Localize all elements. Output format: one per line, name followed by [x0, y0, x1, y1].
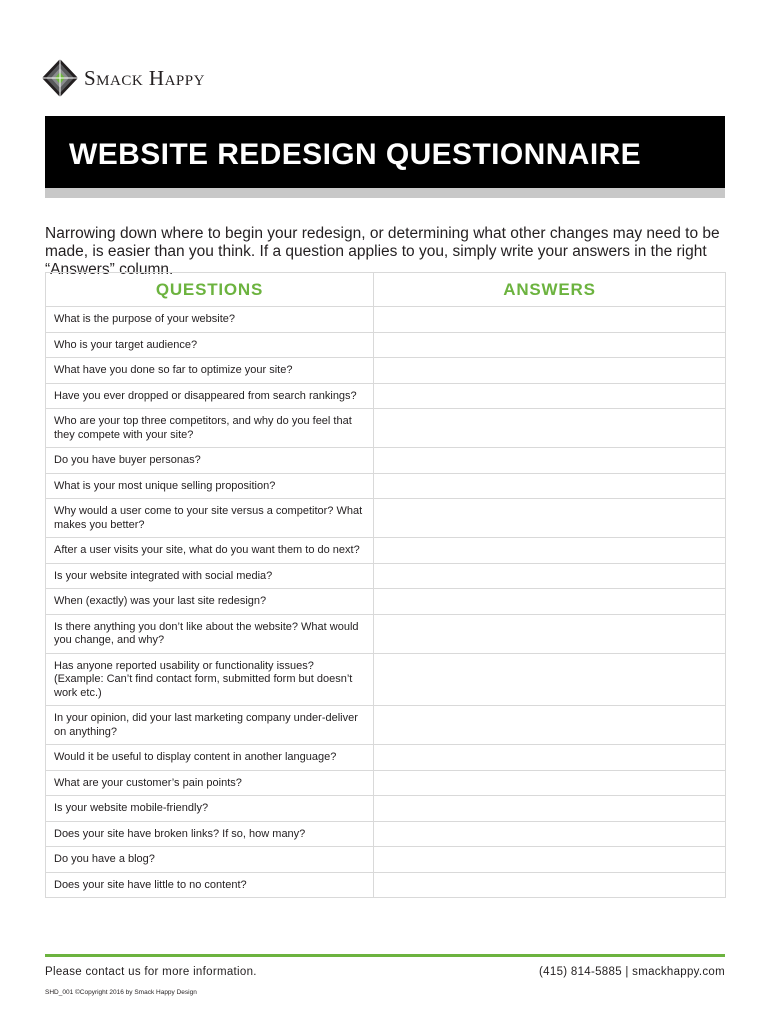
table-row	[46, 307, 726, 333]
answer-cell[interactable]	[374, 383, 726, 409]
answer-cell[interactable]	[374, 847, 726, 873]
footer-phone-website: (415) 814-5885 | smackhappy.com	[539, 966, 725, 978]
answer-cell[interactable]	[374, 563, 726, 589]
question-cell: What have you done so far to optimize your site?	[46, 358, 374, 384]
table-row	[46, 770, 726, 796]
table-row	[46, 653, 726, 706]
table-row	[46, 499, 726, 538]
answers-header: ANSWERS	[374, 273, 726, 307]
table-row	[46, 847, 726, 873]
table-row	[46, 589, 726, 615]
answer-cell[interactable]	[374, 409, 726, 448]
question-cell: Is your website mobile-friendly?	[46, 796, 374, 822]
question-cell: In your opinion, did your last marketing company under-deliver on anything?	[46, 706, 374, 745]
table-row	[46, 563, 726, 589]
questionnaire-table	[45, 272, 726, 898]
question-cell: Have you ever dropped or disappeared from search rankings?	[46, 383, 374, 409]
table-header-row	[46, 273, 726, 307]
table-row	[46, 796, 726, 822]
answer-cell[interactable]	[374, 499, 726, 538]
table-row	[46, 745, 726, 771]
table-row	[46, 706, 726, 745]
footer-divider	[45, 954, 725, 957]
question-cell: Who are your top three competitors, and why do you feel that they compete with your site?	[46, 409, 374, 448]
table-row	[46, 614, 726, 653]
copyright-notice: SHD_001 ©Copyright 2016 by Smack Happy Design	[45, 989, 197, 996]
question-cell: Do you have a blog?	[46, 847, 374, 873]
question-cell: After a user visits your site, what do you want them to do next?	[46, 538, 374, 564]
answer-cell[interactable]	[374, 653, 726, 706]
answer-cell[interactable]	[374, 745, 726, 771]
question-cell: When (exactly) was your last site redesign?	[46, 589, 374, 615]
table-row	[46, 872, 726, 898]
question-cell: Would it be useful to display content in another language?	[46, 745, 374, 771]
question-cell: What is your most unique selling proposition?	[46, 473, 374, 499]
questionnaire-body	[46, 307, 726, 898]
question-cell: What is the purpose of your website?	[46, 307, 374, 333]
intro-text: Narrowing down where to begin your redesign, or determining what other changes may need to be made, is easier than you think. If a question applies to you, simply write your answers in the right “Answers” column.	[45, 224, 720, 278]
question-cell: Do you have buyer personas?	[46, 448, 374, 474]
answer-cell[interactable]	[374, 473, 726, 499]
question-cell: What are your customer’s pain points?	[46, 770, 374, 796]
question-cell: Does your site have broken links? If so, how many?	[46, 821, 374, 847]
answer-cell[interactable]	[374, 332, 726, 358]
answer-cell[interactable]	[374, 589, 726, 615]
table-row	[46, 538, 726, 564]
question-cell: Has anyone reported usability or functionality issues? (Example: Can’t find contact form, submitted form but doesn’t work etc.)	[46, 653, 374, 706]
answer-cell[interactable]	[374, 796, 726, 822]
answer-cell[interactable]	[374, 448, 726, 474]
answer-cell[interactable]	[374, 358, 726, 384]
page-title: WEBSITE REDESIGN QUESTIONNAIRE	[69, 138, 642, 171]
question-cell: Why would a user come to your site versus a competitor? What makes you better?	[46, 499, 374, 538]
answer-cell[interactable]	[374, 872, 726, 898]
answer-cell[interactable]	[374, 770, 726, 796]
answer-cell[interactable]	[374, 706, 726, 745]
table-row	[46, 821, 726, 847]
answer-cell[interactable]	[374, 821, 726, 847]
title-banner	[45, 116, 725, 198]
question-cell: Is your website integrated with social media?	[46, 563, 374, 589]
questions-header: QUESTIONS	[46, 273, 374, 307]
answer-cell[interactable]	[374, 538, 726, 564]
brand-name: Smack Happy	[84, 65, 205, 90]
answer-cell[interactable]	[374, 614, 726, 653]
table-row	[46, 473, 726, 499]
question-cell: Is there anything you don’t like about the website? What would you change, and why?	[46, 614, 374, 653]
question-cell: Who is your target audience?	[46, 332, 374, 358]
brand-logo	[42, 58, 205, 98]
answer-cell[interactable]	[374, 307, 726, 333]
footer-contact: Please contact us for more information.	[45, 966, 257, 978]
diamond-logo-icon	[42, 59, 78, 97]
table-row	[46, 409, 726, 448]
table-row	[46, 358, 726, 384]
table-row	[46, 448, 726, 474]
table-row	[46, 383, 726, 409]
table-row	[46, 332, 726, 358]
question-cell: Does your site have little to no content?	[46, 872, 374, 898]
